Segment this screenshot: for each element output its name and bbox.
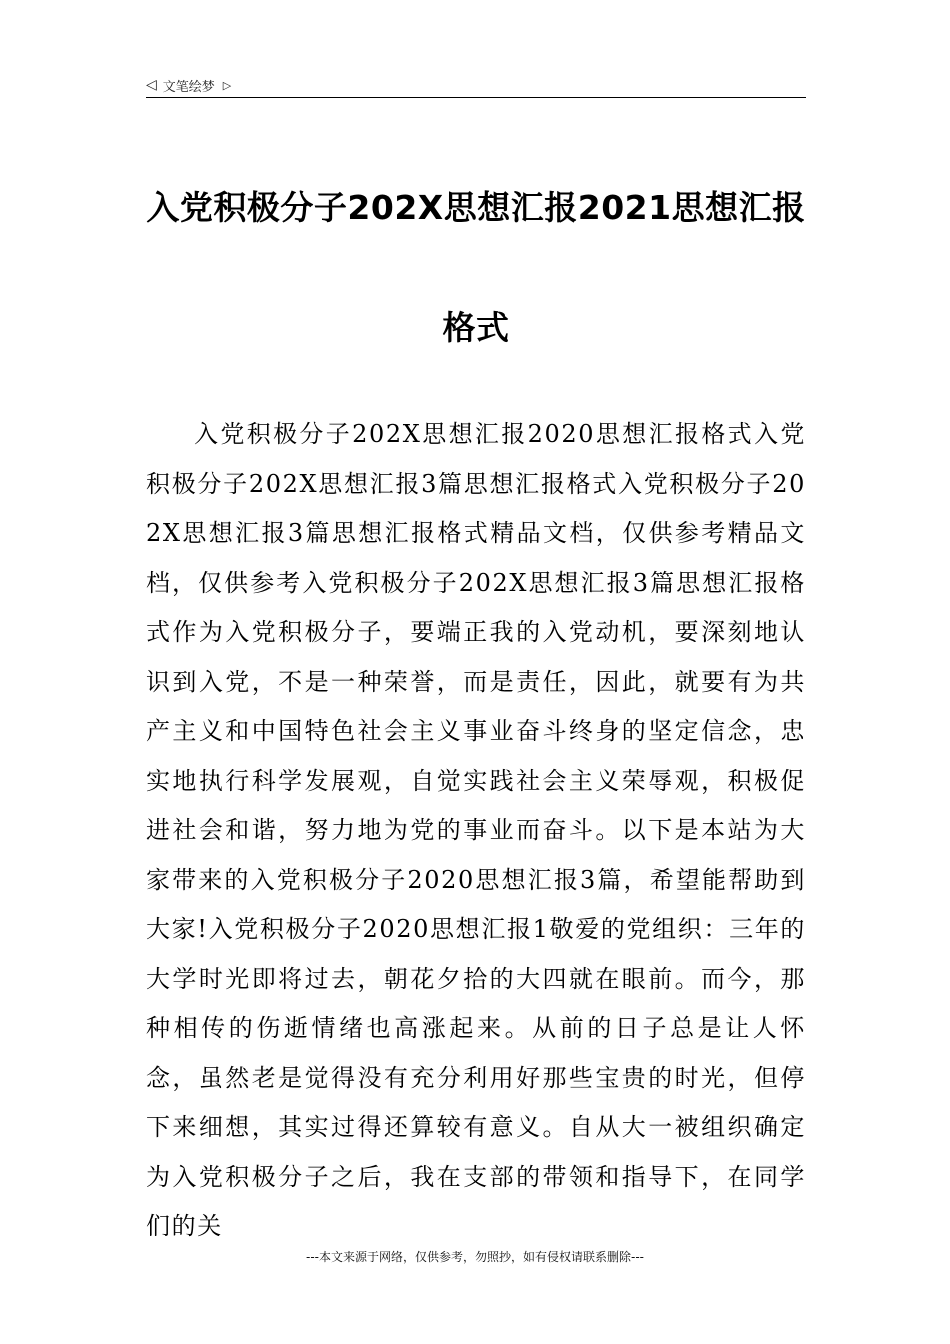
page-header [146,74,806,96]
header-divider [146,97,806,98]
body-paragraph: 入党积极分子202X思想汇报2020思想汇报格式入党积极分子202X思想汇报3篇思想汇报格式入党积极分子202X思想汇报3篇思想汇报格式精品文档，仅供参考精品文档，仅供参考入党积极分子202X思想汇报3篇思想汇报格式作为入党积极分子，要端正我的入党动机，要深刻地认识到入党，不是一种荣誉，而是责任，因此，就要有为共产主义和中国特色社会主义事业奋斗终身的坚定信念，忠实地执行科学发展观，自觉实践社会主义荣辱观，积极促进社会和谐，努力地为党的事业而奋斗。以下是本站为大家带来的入党积极分子2020思想汇报3篇，希望能帮助到大家!入党积极分子2020思想汇报1敬爱的党组织：三年的大学时光即将过去，朝花夕拾的大四就在眼前。而今，那种相传的伤逝情绪也高涨起来。从前的日子总是让人怀念，虽然老是觉得没有充分利用好那些宝贵的时光，但停下来细想，其实过得还算较有意义。自从大一被组织确定为入党积极分子之后，我在支部的带领和指导下，在同学们的关 [146,420,806,1240]
triangle-right-icon: ▷ [222,78,232,92]
footer-disclaimer: ---本文来源于网络，仅供参考，勿照抄，如有侵权请联系删除--- [306,1250,644,1264]
triangle-left-icon: ◁ [146,77,157,93]
document-title: 入党积极分子202X思想汇报2021思想汇报格式 [146,188,806,347]
header-brand-text: 文笔绘梦 [162,79,215,95]
